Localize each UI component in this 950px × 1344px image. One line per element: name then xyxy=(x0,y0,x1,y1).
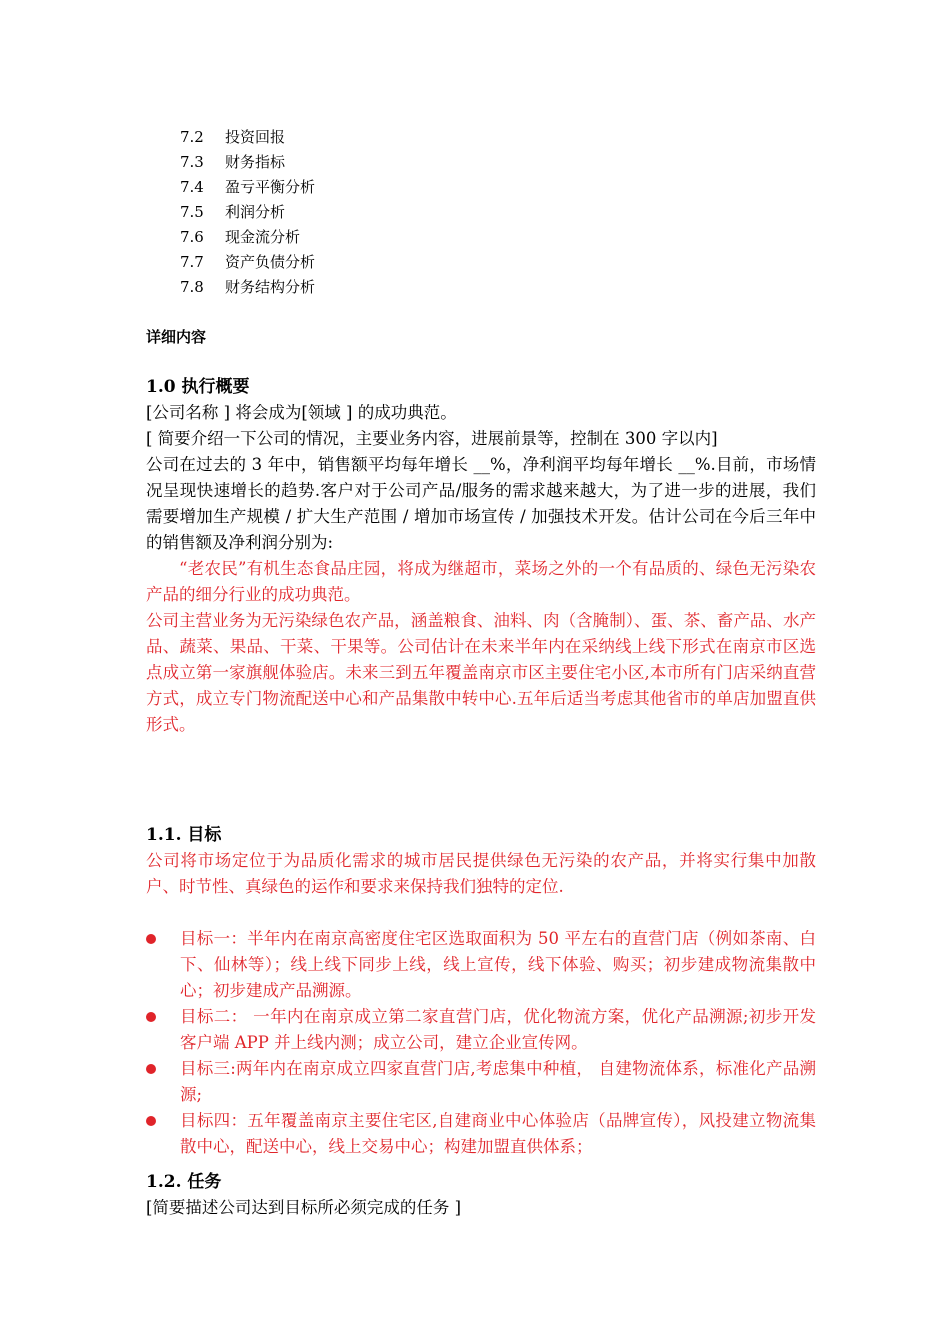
goal-text: 目标四：五年覆盖南京主要住宅区,自建商业中心体验店（品牌宣传），风投建立物流集散中心，配送中心，线上交易中心；构建加盟直供体系； xyxy=(180,1111,816,1156)
bullet-dot-icon xyxy=(146,1064,156,1074)
toc-item[interactable] xyxy=(180,225,315,250)
list-item xyxy=(146,1056,816,1108)
list-item xyxy=(146,1004,816,1056)
toc-item[interactable] xyxy=(180,175,315,200)
toc-number: 7.6 xyxy=(180,228,204,246)
toc-title: 现金流分析 xyxy=(225,228,301,246)
section-executive-summary xyxy=(146,374,816,738)
bullet-dot-icon xyxy=(146,1012,156,1022)
paragraph: [ 简要介绍一下公司的情况，主要业务内容，进展前景等，控制在 300 字以内] xyxy=(146,429,718,448)
section-goals xyxy=(146,822,816,1160)
paragraph: [简要描述公司达到目标所必须完成的任务 ] xyxy=(146,1198,462,1217)
toc-item[interactable] xyxy=(180,125,315,150)
section-heading: 1.0 执行概要 xyxy=(146,377,250,397)
goals-list xyxy=(146,926,816,1160)
section-heading: 1.2. 任务 xyxy=(146,1172,222,1192)
toc-number: 7.4 xyxy=(180,178,204,196)
bullet-dot-icon xyxy=(146,1116,156,1126)
paragraph: “老农民”有机生态食品庄园，将成为继超市，菜场之外的一个有品质的、绿色无污染农产品的细分行业的成功典范。 xyxy=(146,559,816,604)
toc-number: 7.2 xyxy=(180,128,204,146)
goal-text: 目标二： 一年内在南京成立第二家直营门店，优化物流方案，优化产品溯源;初步开发客户端 APP 并上线内测；成立公司，建立企业宣传网。 xyxy=(180,1007,816,1052)
paragraph: [公司名称 ] 将会成为[领域 ] 的成功典范。 xyxy=(146,403,457,422)
list-item xyxy=(146,926,816,1004)
toc-title: 资产负债分析 xyxy=(225,253,316,271)
section-tasks xyxy=(146,1169,816,1221)
goal-text: 目标一：半年内在南京高密度住宅区选取面积为 50 平左右的直营门店（例如茶南、白下、仙林等）；线上线下同步上线，线上宣传，线下体验、购买；初步建成物流集散中心；初步建成产品溯源。 xyxy=(180,929,816,1000)
goal-text: 目标三:两年内在南京成立四家直营门店,考虑集中种植， 自建物流体系，标准化产品溯源; xyxy=(180,1059,816,1104)
paragraph: 公司主营业务为无污染绿色农产品，涵盖粮食、油料、肉（含腌制）、蛋、茶、畜产品、水产品、蔬菜、果品、干菜、干果等。公司估计在未来半年内在采纳线上线下形式在南京市区选点成立第一家旗舰体验店。未来三到五年覆盖南京市区主要住宅小区,本市所有门店采纳直营方式，成立专门物流配送中心和产品集散中转中心.五年后适当考虑其他省市的单店加盟直供形式。 xyxy=(146,611,816,734)
toc-title: 财务指标 xyxy=(225,153,286,171)
bullet-dot-icon xyxy=(146,934,156,944)
blank-line xyxy=(146,900,816,926)
toc-number: 7.3 xyxy=(180,153,204,171)
toc-title: 财务结构分析 xyxy=(225,278,316,296)
toc-number: 7.5 xyxy=(180,203,204,221)
toc-title: 盈亏平衡分析 xyxy=(225,178,316,196)
paragraph: 公司在过去的 3 年中，销售额平均每年增长 __%，净利润平均每年增长 __%.目前，市场情况呈现快速增长的趋势.客户对于公司产品/服务的需求越来越大，为了进一步的进展，我们需要增加生产规模 / 扩大生产范围 / 增加市场宣传 / 加强技术开发。估计公司在今后三年中的销售额及净利润分别为: xyxy=(146,455,816,552)
toc-item[interactable] xyxy=(180,200,315,225)
toc-number: 7.7 xyxy=(180,253,204,271)
detail-heading: 详细内容 xyxy=(146,328,207,346)
toc-item[interactable] xyxy=(180,250,315,275)
toc-item[interactable] xyxy=(180,275,315,300)
toc-title: 利润分析 xyxy=(225,203,286,221)
goals-intro: 公司将市场定位于为品质化需求的城市居民提供绿色无污染的农产品，并将实行集中加散户、时节性、真绿色的运作和要求来保持我们独特的定位. xyxy=(146,851,816,896)
toc-item[interactable] xyxy=(180,150,315,175)
section-heading: 1.1. 目标 xyxy=(146,825,222,845)
table-of-contents xyxy=(180,125,315,300)
toc-number: 7.8 xyxy=(180,278,204,296)
list-item xyxy=(146,1108,816,1160)
toc-title: 投资回报 xyxy=(225,128,286,146)
